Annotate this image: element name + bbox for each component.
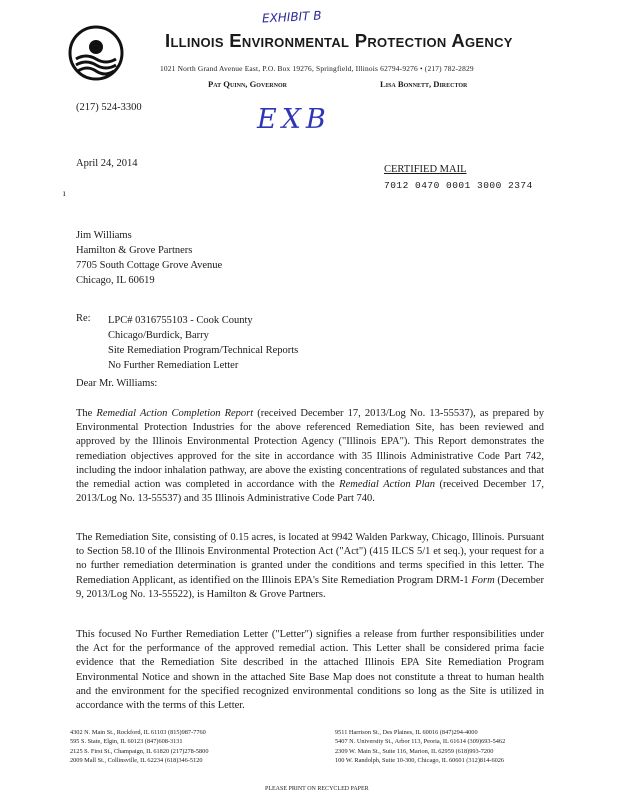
re-block (108, 313, 298, 373)
agency-name: Illinois Environmental Protection Agency (165, 30, 513, 51)
paragraph-3: This focused No Further Remediation Letter ("Letter") signifies a release from further responsibilities under the Act for the performance of the approved remedial action. This Letter shall be considered prima facie evidence that the Remediation Site described in the attached Illinois EPA Site Remediation Program Environmental Notice and shown in the attached Site Base Map does not constitute a threat to human health and the environment for the specified recognized environmental conditions so long as the Site is utilized in accordance with the terms of this Letter. (76, 629, 544, 712)
recipient-address (76, 228, 222, 288)
agency-address: 1021 North Grand Avenue East, P.O. Box 19276, Springfield, Illinois 62794-9276 • (217) 782-2829 (160, 64, 474, 73)
re-program: Site Remediation Program/Technical Reports (108, 345, 299, 356)
certified-mail-label: CERTIFIED MAIL (384, 164, 467, 175)
footer-offices-right: 9511 Harrison St., Des Plaines, IL 60016 (847)294-4000 5407 N. University St., Arbor 113, Peoria, IL 61614 (309)693-5462 2309 W. Main St., Suite 116, Marion, IL 62959 (618)993-7200 100 W. Randolph, Suite 10-300, Chicago, IL 60601 (312)814-6026 (335, 729, 506, 764)
re-site-name: Chicago/Burdick, Barry (108, 330, 209, 341)
margin-mark: ı (63, 188, 66, 198)
re-label: Re: (76, 313, 91, 324)
re-subject: No Further Remediation Letter (108, 360, 239, 371)
phone-number: (217) 524-3300 (76, 102, 142, 113)
handwritten-exhibit-label: EXHIBIT B (261, 8, 322, 26)
paragraph-2: The Remediation Site, consisting of 0.15 acres, is located at 9942 Walden Parkway, Chicago, Illinois. Pursuant to Section 58.10 of the Illinois Environmental Protection Act ("Act") (415 ILCS 5/1 et seq.), your request for a no further remediation determination is granted under the conditions and terms specified in this letter. The Remediation Applicant, as identified on the Illinois EPA's Site Remediation Program DRM-1 Form (December 9, 2013/Log No. 13-55522), is Hamilton & Grove Partners. (76, 532, 544, 600)
agency-seal-logo (68, 25, 124, 81)
paragraph-1: The Remedial Action Completion Report (received December 17, 2013/Log No. 13-55537), as prepared by Environmental Protection Industries for the above referenced Remediation Site, has been reviewed and approved by the Illinois Environmental Protection Agency ("Illinois EPA"). This Report demonstrates the remediation objectives approved for the site in accordance with 35 Illinois Administrative Code Part 742, including the indoor inhalation pathway, are above the existing concentrations of regulated substances and that the remedial action was completed in accordance with the Remedial Action Plan (received December 17, 2013/Log No. 13-55537) and 35 Illinois Administrative Code Part 740. (76, 408, 544, 505)
tracking-number: 7012 0470 0001 3000 2374 (384, 180, 533, 191)
recipient-street: 7705 South Cottage Grove Avenue (76, 260, 223, 271)
re-lpc-number: LPC# 0316755103 - Cook County (108, 315, 253, 326)
recycled-paper-note: PLEASE PRINT ON RECYCLED PAPER (265, 786, 369, 792)
governor-name: Pat Quinn, Governor (208, 79, 287, 89)
recipient-company: Hamilton & Grove Partners (76, 245, 193, 256)
handwritten-exb-mark: EXB (257, 104, 331, 135)
recipient-city: Chicago, IL 60619 (76, 275, 155, 286)
footer-offices-left: 4302 N. Main St., Rockford, IL 61103 (815)987-7760 595 S. State, Elgin, IL 60123 (847)608-3131 2125 S. First St., Champaign, IL 61820 (217)278-5800 2009 Mall St., Collinsville, IL 62234 (618)346-5120 (70, 729, 209, 764)
director-name: Lisa Bonnett, Director (380, 79, 468, 89)
letter-date: April 24, 2014 (76, 158, 138, 169)
recipient-name: Jim Williams (76, 230, 132, 241)
salutation: Dear Mr. Williams: (76, 378, 158, 389)
